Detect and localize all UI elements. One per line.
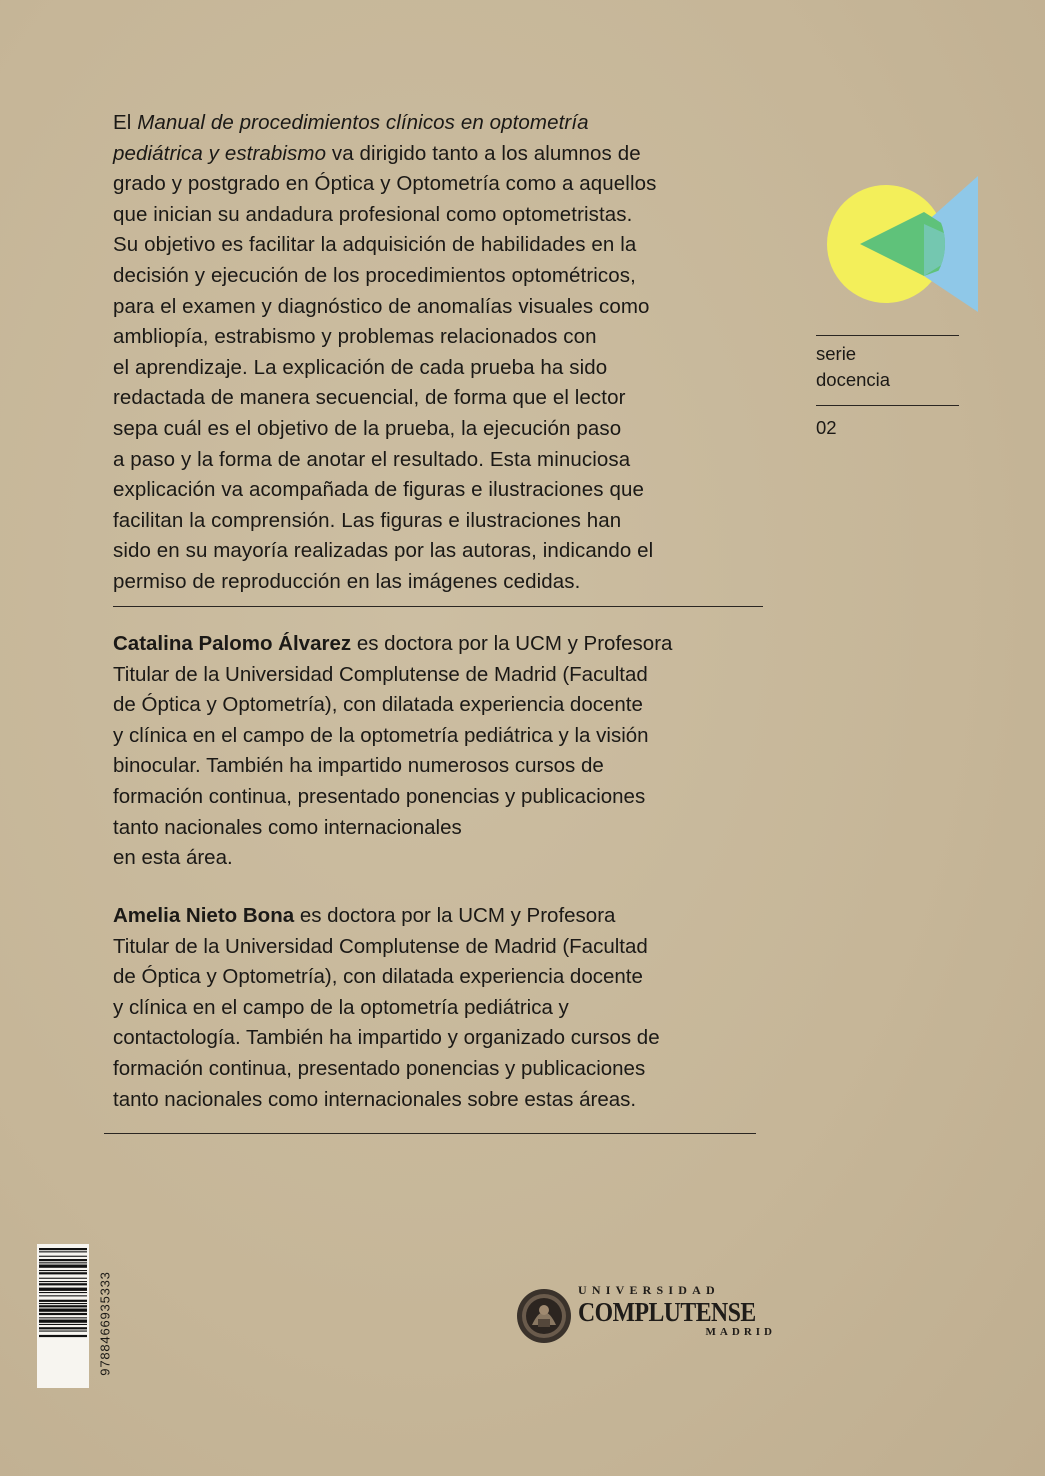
barcode-bar [39, 1300, 87, 1302]
barcode-bar [39, 1251, 87, 1252]
bio-line: y clínica en el campo de la optometría pediátrica y la visión [113, 723, 649, 747]
bio-line: formación continua, presentado ponencias y publicaciones [113, 784, 646, 808]
barcode-bar [39, 1272, 87, 1274]
bio-line [113, 901, 793, 932]
barcode-bar [39, 1265, 87, 1268]
series-divider [816, 335, 959, 336]
publisher-name: COMPLUTENSE [578, 1297, 756, 1327]
synopsis-text: va dirigido tanto a los alumnos de [326, 141, 641, 165]
barcode-bar [39, 1313, 87, 1315]
synopsis-line: decisión y ejecución de los procedimientos optométricos, [113, 263, 636, 287]
barcode-bar [39, 1303, 87, 1304]
synopsis-line: permiso de reproducción en las imágenes cedidas. [113, 569, 581, 593]
bio-line [113, 629, 793, 660]
synopsis-line: explicación va acompañada de figuras e ilustraciones que [113, 478, 644, 502]
bio-text: es doctora por la UCM y Profesora [351, 632, 673, 655]
barcode-bar [39, 1288, 87, 1291]
barcode-bar [39, 1278, 87, 1279]
barcode-bar [39, 1309, 87, 1312]
barcode-bar [39, 1327, 87, 1329]
series-label: serie [816, 343, 857, 364]
publisher-logo [514, 1283, 784, 1353]
series-logo-icon [820, 172, 985, 317]
book-title-italic: Manual de procedimientos clínicos en optometría [137, 111, 589, 134]
synopsis-line: sido en su mayoría realizadas por las autoras, indicando el [113, 539, 654, 563]
bio-line: en esta área. [113, 846, 233, 870]
synopsis-line: Su objetivo es facilitar la adquisición de habilidades en la [113, 233, 637, 257]
bio-line: de Óptica y Optometría), con dilatada experiencia docente [113, 693, 643, 717]
bio-line: Titular de la Universidad Complutense de Madrid (Facultad [113, 934, 648, 958]
bio-text: es doctora por la UCM y Profesora [294, 904, 616, 927]
book-title-italic: pediátrica y estrabismo [113, 141, 327, 165]
synopsis-line: redactada de manera secuencial, de forma que el lector [113, 386, 626, 410]
barcode-bar [39, 1256, 87, 1257]
author-bio-1 [113, 629, 793, 874]
synopsis-line: a paso y la forma de anotar el resultado. Esta minuciosa [113, 447, 631, 471]
synopsis-text: El [113, 111, 138, 134]
bio-line: Titular de la Universidad Complutense de Madrid (Facultad [113, 662, 648, 686]
series-divider [816, 405, 959, 406]
barcode-bar [39, 1270, 87, 1271]
bio-line: formación continua, presentado ponencias y publicaciones [113, 1056, 646, 1080]
series-name: docencia [816, 369, 891, 390]
synopsis-line: ambliopía, estrabismo y problemas relacionados con [113, 325, 597, 349]
synopsis-line: el aprendizaje. La explicación de cada prueba ha sido [113, 355, 608, 379]
barcode-bar [39, 1248, 87, 1250]
author-name: Amelia Nieto Bona [113, 904, 295, 927]
bio-line: y clínica en el campo de la optometría pediátrica y [113, 995, 569, 1019]
barcode-bar [39, 1305, 87, 1307]
synopsis-line: grado y postgrado en Óptica y Optometría como a aquellos [113, 172, 657, 196]
barcode-bar [39, 1283, 87, 1285]
divider [113, 606, 763, 607]
barcode-bar [39, 1320, 87, 1323]
bio-line: de Óptica y Optometría), con dilatada experiencia docente [113, 965, 643, 989]
author-name: Catalina Palomo Álvarez [113, 632, 352, 655]
synopsis-line: sepa cuál es el objetivo de la prueba, la ejecución paso [113, 416, 622, 440]
barcode-bar [39, 1324, 87, 1325]
synopsis-line: que inician su andadura profesional como optometristas. [113, 202, 633, 226]
barcode-bar [39, 1335, 87, 1337]
synopsis-line: para el examen y diagnóstico de anomalías visuales como [113, 294, 650, 318]
publisher-city: MADRID [705, 1326, 776, 1338]
bio-line: contactología. También ha impartido y organizado cursos de [113, 1026, 660, 1050]
barcode-bar [39, 1331, 87, 1332]
barcode-bar [39, 1295, 87, 1296]
publisher-top: UNIVERSIDAD [578, 1283, 720, 1297]
barcode-bar [39, 1317, 87, 1318]
barcode-bar [39, 1281, 87, 1282]
barcode-bar [39, 1259, 87, 1261]
synopsis [113, 108, 773, 598]
bio-line: tanto nacionales como internacionales sobre estas áreas. [113, 1087, 637, 1111]
synopsis-line [113, 139, 773, 170]
barcode-icon [37, 1244, 89, 1388]
university-seal-icon [514, 1285, 574, 1347]
bio-line: binocular. También ha impartido numerosos cursos de [113, 754, 604, 778]
publisher-wordmark [578, 1283, 788, 1338]
synopsis-line [113, 108, 773, 139]
isbn-number: 9788466935333 [97, 1271, 113, 1376]
bio-line: tanto nacionales como internacionales [113, 815, 462, 839]
barcode-bar [39, 1262, 87, 1263]
divider [104, 1133, 756, 1134]
synopsis-line: facilitan la comprensión. Las figuras e ilustraciones han [113, 508, 622, 532]
barcode-bar [39, 1292, 87, 1293]
author-bio-2 [113, 901, 793, 1115]
series-number: 02 [816, 417, 837, 438]
barcode [37, 1244, 89, 1388]
